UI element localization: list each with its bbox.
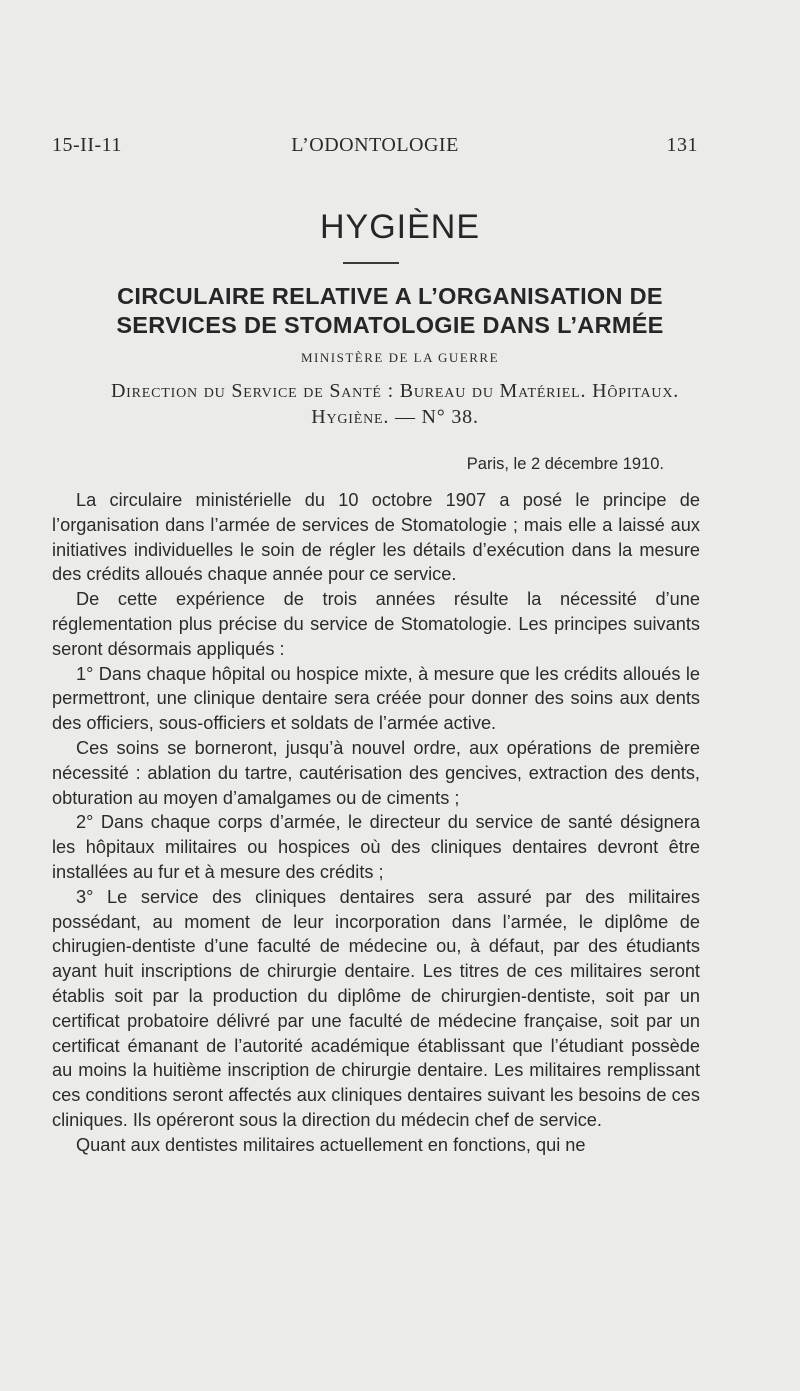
journal-name: L’ODONTOLOGIE <box>291 134 459 156</box>
paragraph: De cette expérience de trois années résulte la nécessité d’une réglementation plus précise du service de Stomatologie. Les principes suivants seront désormais appliqués : <box>52 589 700 659</box>
body-text <box>52 488 700 1158</box>
title-divider <box>343 262 399 264</box>
article-title-line-2: SERVICES DE STOMATOLOGIE DANS L’ARMÉE <box>116 312 664 338</box>
issue-date: 15-II-11 <box>52 134 122 156</box>
paragraph: 3° Le service des cliniques dentaires sera assuré par des militaires possédant, au moment de leur incorporation dans l’armée, le diplôme de chirugien-dentiste d’une faculté de médecine ou, à défaut, par des étudiants ayant huit inscriptions de chirurgie dentaire. Les titres de ces militaires seront établis soit par la production du diplôme de chirurgien-dentiste, soit par un certificat probatoire délivré par une faculté de médecine française, soit par un certificat émanant de l’autorité académique établissant que l’étudiant possède au moins la huitième inscription de chirurgie dentaire. Les militaires remplissant ces conditions seront affectés aux cliniques dentaires suivant les besoins de ces cliniques. Ils opéreront sous la direction du médecin chef de service. <box>52 886 700 1130</box>
running-header <box>52 134 698 160</box>
article-title <box>40 282 740 340</box>
article-title-line-1: CIRCULAIRE RELATIVE A L’ORGANISATION DE <box>117 283 663 309</box>
paragraph: 1° Dans chaque hôpital ou hospice mixte, à mesure que les crédits alloués le permettront, une clinique dentaire sera créée pour donner des soins aux dents des officiers, sous-officiers et soldats de l’armée active. <box>52 663 700 734</box>
section-title: HYGIÈNE <box>319 208 481 246</box>
paragraph: Quant aux dentistes militaires actuellement en fonctions, qui ne <box>76 1134 586 1155</box>
direction-heading <box>40 378 750 430</box>
direction-line-2: Hygiène. — N° 38. <box>311 406 479 428</box>
ministry-line: MINISTÈRE DE LA GUERRE <box>300 350 500 365</box>
direction-line-1: Direction du Service de Santé : Bureau du Matériel. Hôpitaux. <box>110 380 680 402</box>
dateline: Paris, le 2 décembre 1910. <box>466 455 664 473</box>
page-number: 131 <box>666 134 698 156</box>
paragraph: 2° Dans chaque corps d’armée, le directeur du service de santé désignera les hôpitaux militaires ou hospices où des cliniques dentaires devront être installées au fur et à mesure des crédits ; <box>52 812 700 882</box>
paragraph: La circulaire ministérielle du 10 octobre 1907 a posé le principe de l’organisation dans l’armée de services de Stomatologie ; mais elle a laissé aux initiatives individuelles le soin de régler les détails d’exécution dans la mesure des crédits alloués chaque année pour ce service. <box>52 490 700 585</box>
paragraph: Ces soins se borneront, jusqu’à nouvel ordre, aux opérations de première nécessité : ablation du tartre, cautérisation des gencives, extraction des dents, obturation au moyen d’amalgames ou de ciments ; <box>52 737 700 808</box>
